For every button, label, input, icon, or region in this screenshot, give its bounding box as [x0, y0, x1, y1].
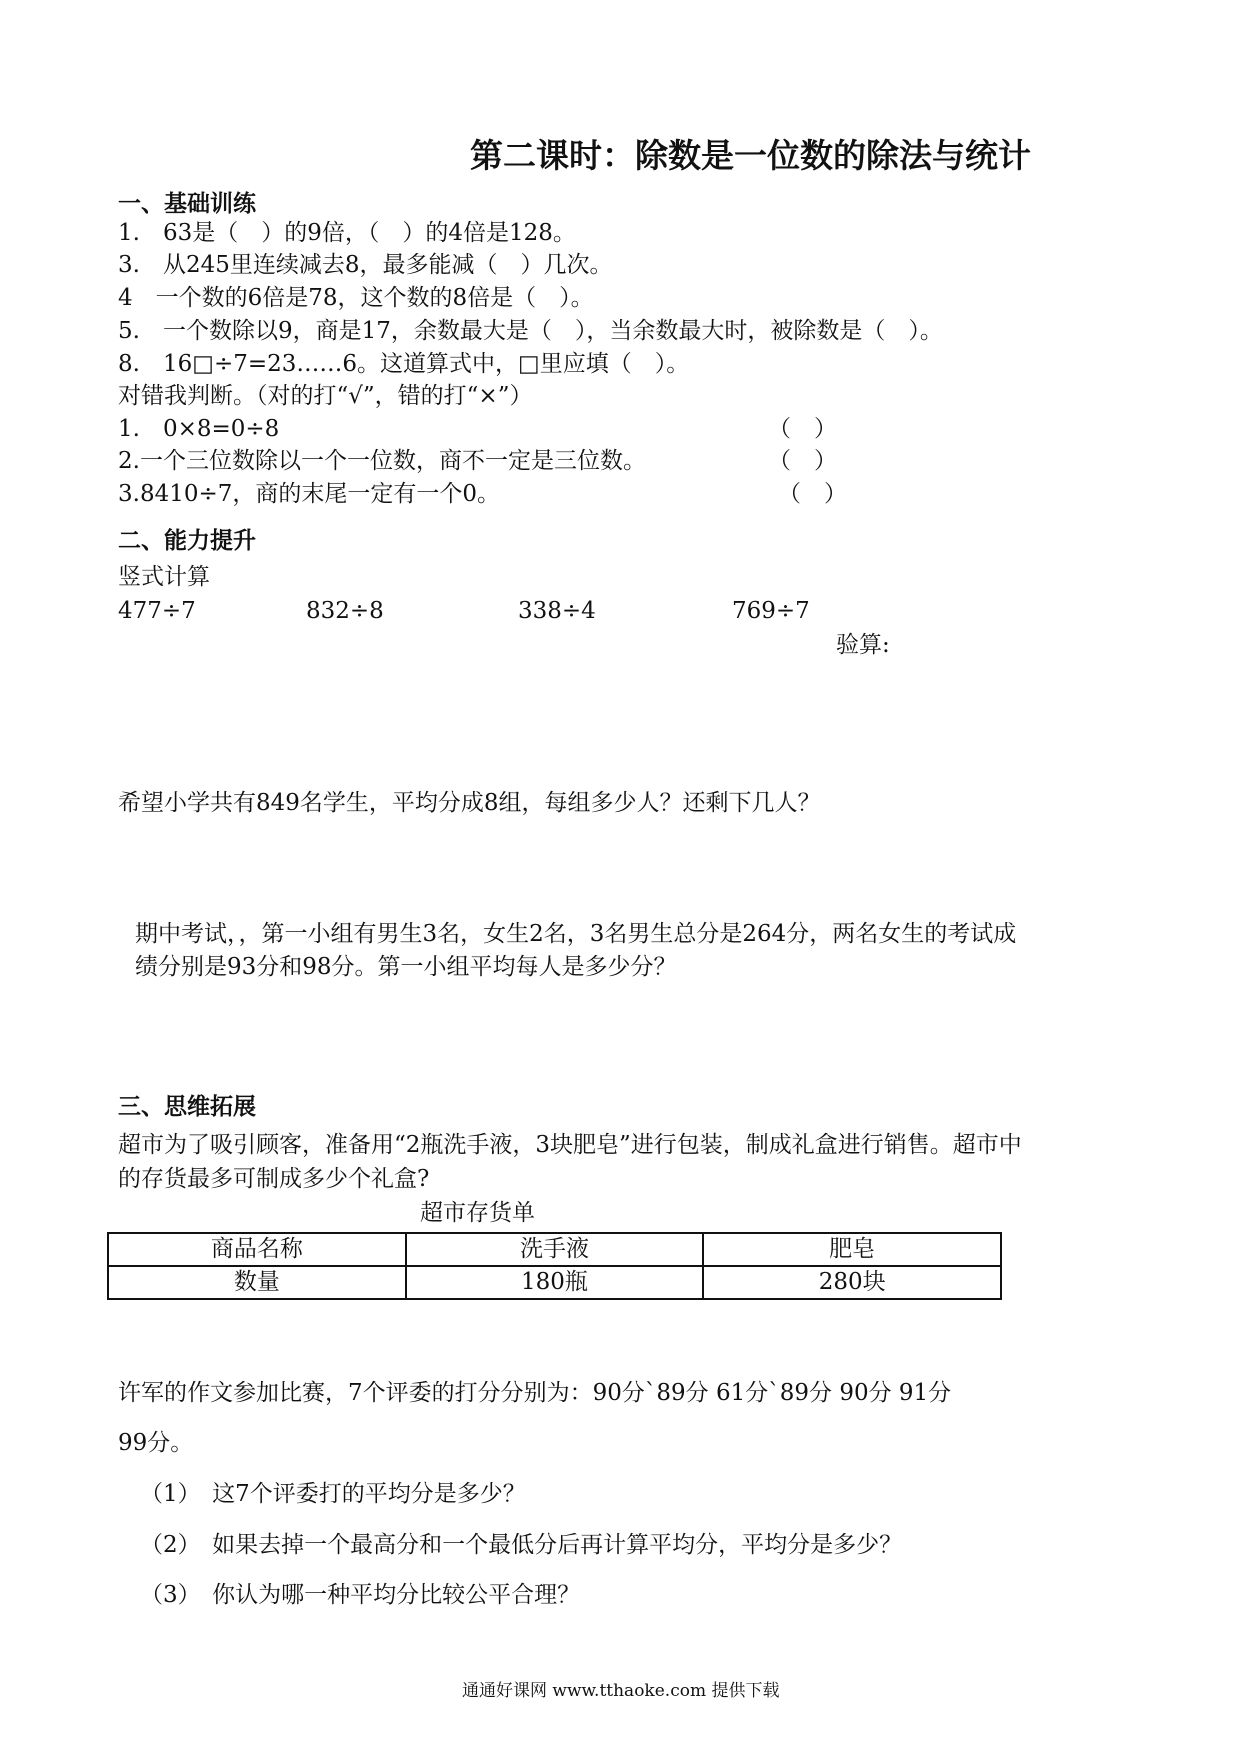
score-question-1: （1） 这7个评委打的平均分是多少？ [140, 1481, 526, 1507]
judge-item-3: 3.8410÷7，商的末尾一定有一个0。 [118, 481, 501, 507]
giftbox-problem-line1: 超市为了吸引顾客，准备用“2瓶洗手液，3块肥皂”进行包装，制成礼盒进行销售。超市中 [118, 1132, 1022, 1158]
fill-item-4: 5. 一个数除以9，商是17，余数最大是（ ），当余数最大时，被除数是（ ）。 [118, 318, 943, 344]
judge-blank-2: （ ） [768, 448, 837, 474]
section-heading-ability: 二、能力提升 [118, 528, 256, 554]
problem-exam-line1: 期中考试，，第一小组有男生3名，女生2名，3名男生总分是264分，两名女生的考试成 [135, 921, 1017, 947]
calc-item-4: 769÷7 [732, 598, 810, 624]
table-row [108, 1266, 1001, 1299]
problem-exam-line2: 绩分别是93分和98分。第一小组平均每人是多少分？ [135, 954, 677, 980]
judge-intro: 对错我判断。（对的打“√”，错的打“×”） [118, 383, 533, 409]
calc-item-3: 338÷4 [518, 598, 596, 624]
fill-item-2: 3. 从245里连续减去8，最多能减（ ）几次。 [118, 252, 613, 278]
table-cell: 280块 [703, 1266, 1001, 1299]
check-label: 验算: [836, 632, 890, 658]
table-cell: 180瓶 [406, 1266, 704, 1299]
score-problem-line2: 99分。 [118, 1430, 194, 1456]
section-heading-basic: 一、基础训练 [118, 191, 256, 217]
score-question-3: （3） 你认为哪一种平均分比较公平合理？ [140, 1582, 581, 1608]
vertical-calc-label: 竖式计算 [118, 564, 210, 590]
inventory-caption: 超市存货单 [420, 1200, 535, 1226]
table-cell: 数量 [108, 1266, 406, 1299]
judge-blank-1: （ ） [768, 416, 837, 442]
score-problem-line1: 许军的作文参加比赛，7个评委的打分分别为：90分`89分 61分`89分 90分 91分 [118, 1380, 952, 1406]
score-question-2: （2） 如果去掉一个最高分和一个最低分后再计算平均分，平均分是多少？ [140, 1532, 903, 1558]
table-row [108, 1233, 1001, 1266]
page-title: 第二课时：除数是一位数的除法与统计 [470, 136, 1031, 175]
judge-blank-3: （ ） [778, 481, 847, 507]
fill-item-3: 4 一个数的6倍是78，这个数的8倍是（ ）。 [118, 285, 594, 311]
table-cell: 肥皂 [703, 1233, 1001, 1266]
judge-item-1: 1. 0×8=0÷8 [118, 416, 280, 442]
problem-students: 希望小学共有849名学生，平均分成8组，每组多少人？还剩下几人？ [118, 790, 821, 816]
footer-credit: 通通好课网 www.tthaoke.com 提供下载 [462, 1681, 780, 1701]
calc-item-1: 477÷7 [118, 598, 196, 624]
fill-item-5: 8. 16□÷7=23……6。这道算式中，□里应填（ ）。 [118, 351, 690, 377]
giftbox-problem-line2: 的存货最多可制成多少个礼盒? [118, 1166, 430, 1192]
section-heading-thinking: 三、思维拓展 [118, 1094, 256, 1120]
fill-item-1: 1. 63是（ ）的9倍，（ ）的4倍是128。 [118, 220, 576, 246]
table-cell: 洗手液 [406, 1233, 704, 1266]
judge-item-2: 2.一个三位数除以一个一位数，商不一定是三位数。 [118, 448, 646, 474]
table-cell: 商品名称 [108, 1233, 406, 1266]
calc-item-2: 832÷8 [306, 598, 384, 624]
inventory-table [107, 1232, 1002, 1300]
